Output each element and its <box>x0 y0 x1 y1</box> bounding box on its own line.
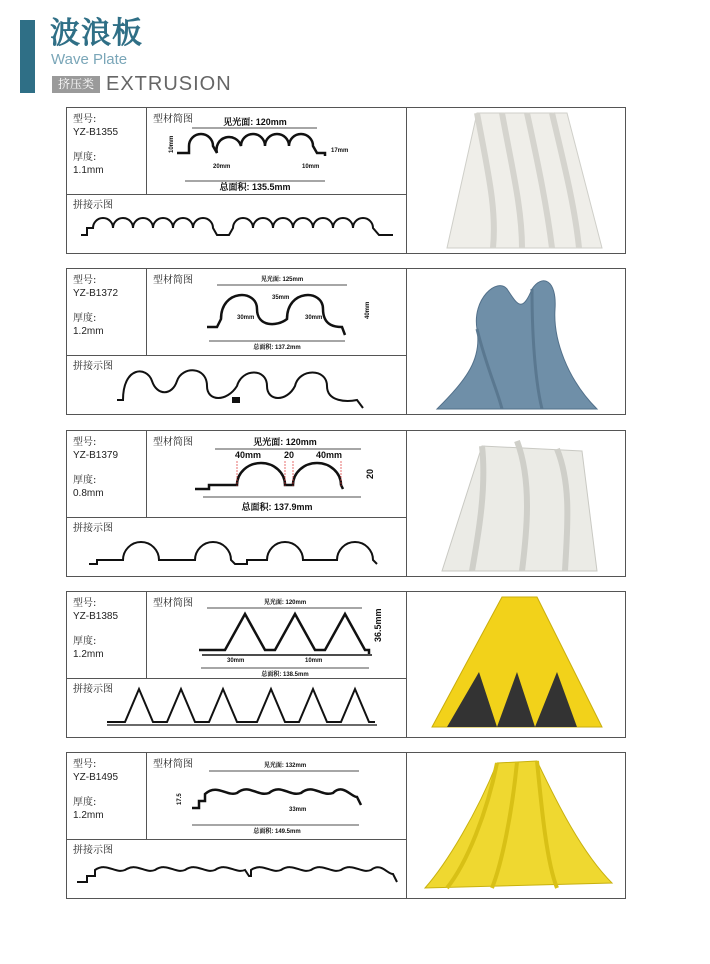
total-width-label: 总面积: 138.5mm <box>261 672 309 678</box>
splice-label: 拼接示图 <box>73 684 113 695</box>
splice-diagram <box>67 840 406 898</box>
section-diagram <box>147 269 406 356</box>
section-diagram-cell <box>147 592 406 679</box>
dim-b: 30mm <box>237 315 255 321</box>
thickness-label: 厚度: <box>73 797 97 808</box>
model-value: YZ-B1355 <box>73 127 119 138</box>
dim-d: 36.5mm <box>373 608 383 642</box>
model-cell <box>67 108 147 195</box>
dim-c: 30mm <box>305 315 323 321</box>
section-label: 型材简图 <box>153 759 193 770</box>
model-cell <box>67 753 147 840</box>
splice-diagram-cell <box>67 518 406 576</box>
product-card <box>66 430 626 577</box>
splice-diagram <box>67 356 406 414</box>
section-diagram-cell <box>147 108 406 195</box>
visible-width-label: 见光面: 120mm <box>253 437 317 447</box>
model-cell <box>67 431 147 518</box>
model-label: 型号: <box>73 759 97 770</box>
section-label: 型材简图 <box>153 114 193 125</box>
section-diagram-cell <box>147 431 406 518</box>
splice-diagram <box>67 679 406 737</box>
product-card <box>66 752 626 899</box>
product-photo <box>406 269 625 414</box>
splice-diagram <box>67 195 406 253</box>
dim-a: 35mm <box>272 295 290 301</box>
section-diagram <box>147 108 406 195</box>
model-label: 型号: <box>73 114 97 125</box>
product-photo <box>406 753 625 898</box>
dim-d: 20 <box>365 468 375 479</box>
visible-width-label: 见光面: 120mm <box>223 117 287 127</box>
dim-a: 20mm <box>213 164 231 170</box>
dim-a: 33mm <box>289 807 307 813</box>
category-label: EXTRUSION <box>106 73 232 95</box>
total-width-label: 总面积: 137.9mm <box>241 502 313 512</box>
total-width-label: 总面积: 149.5mm <box>253 829 301 835</box>
dim-a: 30mm <box>227 658 245 664</box>
splice-diagram-cell <box>67 356 406 414</box>
thickness-value: 1.2mm <box>73 326 104 337</box>
visible-width-label: 见光面: 120mm <box>263 600 307 606</box>
dim-a: 40mm <box>234 450 262 460</box>
splice-label: 拼接示图 <box>73 361 113 372</box>
thickness-label: 厚度: <box>73 636 97 647</box>
model-cell <box>67 269 147 356</box>
section-diagram <box>147 431 406 518</box>
splice-label: 拼接示图 <box>73 523 113 534</box>
dim-c: 40mm <box>315 450 343 460</box>
section-diagram <box>147 753 406 840</box>
product-photo <box>406 592 625 737</box>
splice-label: 拼接示图 <box>73 200 113 211</box>
page-subtitle: Wave Plate <box>51 51 128 68</box>
product-photo <box>406 431 625 576</box>
splice-diagram-cell <box>67 840 406 898</box>
model-label: 型号: <box>73 598 97 609</box>
thickness-value: 1.2mm <box>73 649 104 660</box>
dim-d: 17.5 <box>177 793 183 805</box>
model-cell <box>67 592 147 679</box>
product-card <box>66 107 626 254</box>
model-value: YZ-B1379 <box>73 450 119 461</box>
product-card <box>66 591 626 738</box>
total-width-label: 总面积: 137.2mm <box>253 345 301 351</box>
splice-label: 拼接示图 <box>73 845 113 856</box>
splice-diagram-cell <box>67 195 406 253</box>
visible-width-label: 见光面: 125mm <box>260 277 304 283</box>
dim-d: 17mm <box>331 148 349 154</box>
model-value: YZ-B1372 <box>73 288 119 299</box>
section-diagram <box>147 592 406 679</box>
thickness-value: 1.2mm <box>73 810 104 821</box>
category-tag: 挤压类 <box>52 76 100 93</box>
splice-diagram <box>67 518 406 576</box>
model-label: 型号: <box>73 275 97 286</box>
thickness-label: 厚度: <box>73 313 97 324</box>
total-width-label: 总面积: 135.5mm <box>219 182 291 192</box>
model-value: YZ-B1385 <box>73 611 119 622</box>
section-diagram-cell <box>147 269 406 356</box>
thickness-label: 厚度: <box>73 475 97 486</box>
thickness-value: 0.8mm <box>73 488 104 499</box>
thickness-label: 厚度: <box>73 152 97 163</box>
section-diagram-cell <box>147 753 406 840</box>
header-accent-bar <box>20 20 35 93</box>
model-label: 型号: <box>73 437 97 448</box>
section-label: 型材简图 <box>153 437 193 448</box>
product-card <box>66 268 626 415</box>
dim-b: 20 <box>283 450 295 460</box>
product-photo <box>406 108 625 253</box>
page-title: 波浪板 <box>50 16 143 51</box>
model-value: YZ-B1495 <box>73 772 119 783</box>
dim-b: 10mm <box>305 658 323 664</box>
visible-width-label: 见光面: 132mm <box>263 763 307 769</box>
section-label: 型材简图 <box>153 275 193 286</box>
dim-b: 10mm <box>169 135 175 153</box>
section-label: 型材简图 <box>153 598 193 609</box>
thickness-value: 1.1mm <box>73 165 104 176</box>
splice-diagram-cell <box>67 679 406 737</box>
dim-c: 10mm <box>302 164 320 170</box>
dim-d: 40mm <box>365 301 371 319</box>
